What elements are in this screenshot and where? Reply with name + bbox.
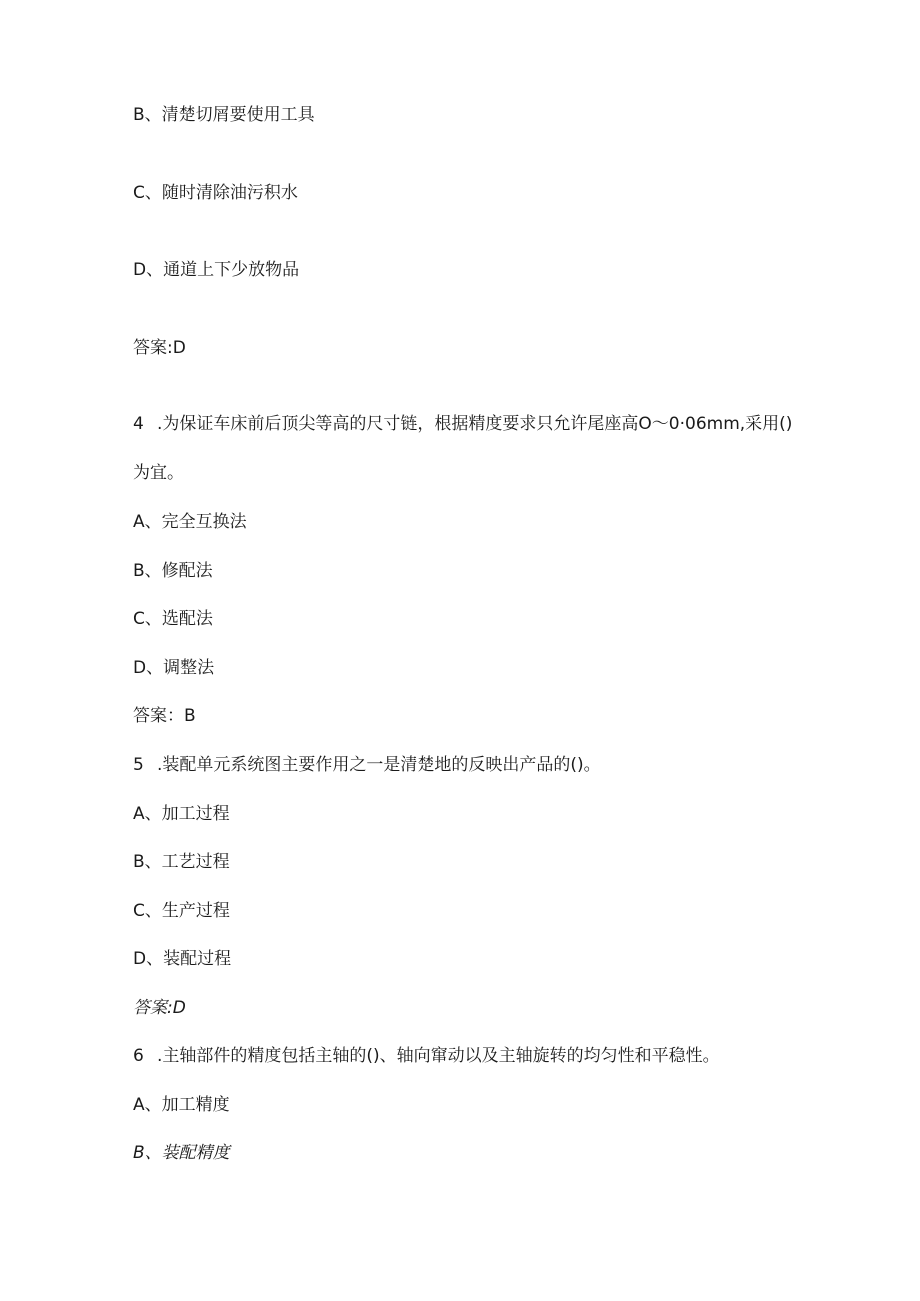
q5-option-b: B、工艺过程 (133, 852, 230, 872)
q4-text: .为保证车床前后顶尖等高的尺寸链，根据精度要求只允许尾座高O～0·06mm,采用() (157, 414, 793, 434)
q3-option-d: D、通道上下少放物品 (133, 260, 300, 280)
q4-option-b: B、修配法 (133, 561, 213, 581)
q3-option-b: B、清楚切屑要使用工具 (133, 105, 315, 125)
q5-option-d: D、装配过程 (133, 949, 232, 969)
q6-question (133, 1045, 720, 1067)
q6-option-a: A、加工精度 (133, 1095, 230, 1115)
q3-option-c: C、随时清除油污积水 (133, 183, 298, 203)
q5-option-c: C、生产过程 (133, 901, 230, 921)
q5-question (133, 754, 601, 776)
q6-option-b: B、装配精度 (133, 1143, 230, 1163)
q4-question-cont: 为宜。 (133, 463, 184, 483)
q6-text: .主轴部件的精度包括主轴的()、轴向窜动以及主轴旋转的均匀性和平稳性。 (157, 1046, 720, 1066)
q4-option-a: A、完全互换法 (133, 512, 247, 532)
q4-number: 4 (133, 414, 144, 434)
q4-answer: 答案：B (133, 706, 196, 726)
q5-answer: 答案:D (133, 998, 186, 1018)
q6-number: 6 (133, 1046, 144, 1066)
q5-number: 5 (133, 755, 144, 775)
q5-option-a: A、加工过程 (133, 804, 230, 824)
q3-answer: 答案:D (133, 338, 186, 358)
q4-option-c: C、选配法 (133, 609, 213, 629)
q5-text: .装配单元系统图主要作用之一是清楚地的反映出产品的()。 (157, 755, 601, 775)
q4-option-d: D、调整法 (133, 658, 215, 678)
q4-question (133, 413, 792, 435)
